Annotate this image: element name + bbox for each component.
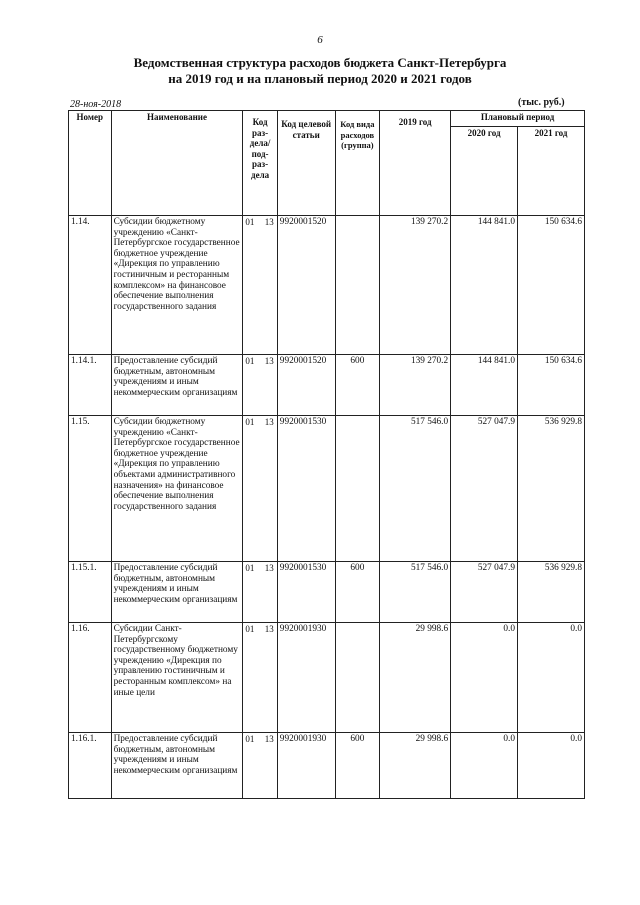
cell-nomer: 1.14. <box>69 216 112 355</box>
cell-vid: 600 <box>335 355 380 416</box>
header-razdel: Код раз-дела/ под-раз-дела <box>243 111 277 216</box>
cell-podrazdel-code: 13 <box>264 734 274 744</box>
cell-2020: 527 047.9 <box>451 416 518 562</box>
cell-vid <box>335 416 380 562</box>
cell-nomer: 1.14.1. <box>69 355 112 416</box>
cell-2019: 517 546.0 <box>380 562 451 623</box>
document-title <box>0 55 640 87</box>
document-date: 28-ноя-2018 <box>70 99 122 110</box>
title-line-1: Ведомственная структура расходов бюджета Санкт-Петербурга <box>133 55 507 70</box>
cell-razdel-code: 01 <box>245 356 255 366</box>
cell-2019: 139 270.2 <box>380 216 451 355</box>
cell-target: 9920001520 <box>277 355 335 416</box>
cell-2020: 144 841.0 <box>451 216 518 355</box>
cell-nomer: 1.15.1. <box>69 562 112 623</box>
cell-2020: 527 047.9 <box>451 562 518 623</box>
header-name: Наименование <box>111 111 243 216</box>
cell-razdel <box>243 733 277 799</box>
header-target: Код целевой статьи <box>277 111 335 216</box>
cell-razdel-code: 01 <box>245 624 255 634</box>
cell-razdel-code: 01 <box>245 734 255 744</box>
cell-name: Предоставление субсидий бюджетным, автономным учреждениям и иным некоммерческим организациям <box>111 562 243 623</box>
cell-nomer: 1.16. <box>69 623 112 733</box>
cell-target: 9920001930 <box>277 623 335 733</box>
cell-2021: 536 929.8 <box>518 562 585 623</box>
cell-razdel <box>243 416 277 562</box>
cell-vid: 600 <box>335 733 380 799</box>
cell-2021: 0.0 <box>518 733 585 799</box>
table-row <box>69 562 585 623</box>
cell-vid: 600 <box>335 562 380 623</box>
cell-2021: 536 929.8 <box>518 416 585 562</box>
cell-podrazdel-code: 13 <box>264 563 274 573</box>
page-number: 6 <box>317 34 323 46</box>
table-row <box>69 416 585 562</box>
cell-2020: 0.0 <box>451 733 518 799</box>
table-row <box>69 355 585 416</box>
unit-label: (тыс. руб.) <box>518 97 565 108</box>
cell-nomer: 1.16.1. <box>69 733 112 799</box>
cell-target: 9920001530 <box>277 416 335 562</box>
cell-2019: 29 998.6 <box>380 623 451 733</box>
table-row <box>69 733 585 799</box>
cell-podrazdel-code: 13 <box>264 624 274 634</box>
cell-vid <box>335 623 380 733</box>
cell-target: 9920001530 <box>277 562 335 623</box>
cell-razdel <box>243 355 277 416</box>
header-vid: Код вида расходов (группа) <box>335 111 380 216</box>
cell-razdel <box>243 216 277 355</box>
cell-podrazdel-code: 13 <box>264 356 274 366</box>
cell-target: 9920001520 <box>277 216 335 355</box>
cell-razdel <box>243 562 277 623</box>
header-2020: 2020 год <box>451 127 518 216</box>
cell-2021: 150 634.6 <box>518 216 585 355</box>
cell-target: 9920001930 <box>277 733 335 799</box>
cell-2020: 144 841.0 <box>451 355 518 416</box>
cell-2020: 0.0 <box>451 623 518 733</box>
budget-table <box>68 110 585 799</box>
cell-razdel-code: 01 <box>245 563 255 573</box>
header-2021: 2021 год <box>518 127 585 216</box>
header-nomer: Номер <box>69 111 112 216</box>
table-row <box>69 623 585 733</box>
cell-2019: 29 998.6 <box>380 733 451 799</box>
cell-2021: 0.0 <box>518 623 585 733</box>
cell-2019: 139 270.2 <box>380 355 451 416</box>
cell-podrazdel-code: 13 <box>264 217 274 227</box>
header-2019: 2019 год <box>380 111 451 216</box>
table-row <box>69 216 585 355</box>
cell-name: Субсидии бюджетному учреждению «Санкт-Петербургское государственное бюджетное учреждение «Дирекция по управлению гостиничным и ресторанным комплексом» на финансовое обеспечение выполнения государственного задания <box>111 216 243 355</box>
cell-vid <box>335 216 380 355</box>
cell-name: Субсидии бюджетному учреждению «Санкт-Петербургское государственное бюджетное учреждение «Дирекция по управлению объектами административного назначения» на финансовое обеспечение выполнения государственного задания <box>111 416 243 562</box>
cell-2019: 517 546.0 <box>380 416 451 562</box>
cell-razdel-code: 01 <box>245 217 255 227</box>
cell-nomer: 1.15. <box>69 416 112 562</box>
cell-2021: 150 634.6 <box>518 355 585 416</box>
cell-podrazdel-code: 13 <box>264 417 274 427</box>
cell-razdel <box>243 623 277 733</box>
cell-name: Субсидии Санкт-Петербургскому государственному бюджетному учреждению «Дирекция по управлению гостиничным и ресторанным комплексом» на иные цели <box>111 623 243 733</box>
title-line-2: на 2019 год и на плановый период 2020 и 2021 годов <box>168 71 472 86</box>
cell-razdel-code: 01 <box>245 417 255 427</box>
cell-name: Предоставление субсидий бюджетным, автономным учреждениям и иным некоммерческим организациям <box>111 733 243 799</box>
header-plan: Плановый период <box>451 111 585 127</box>
cell-name: Предоставление субсидий бюджетным, автономным учреждениям и иным некоммерческим организациям <box>111 355 243 416</box>
